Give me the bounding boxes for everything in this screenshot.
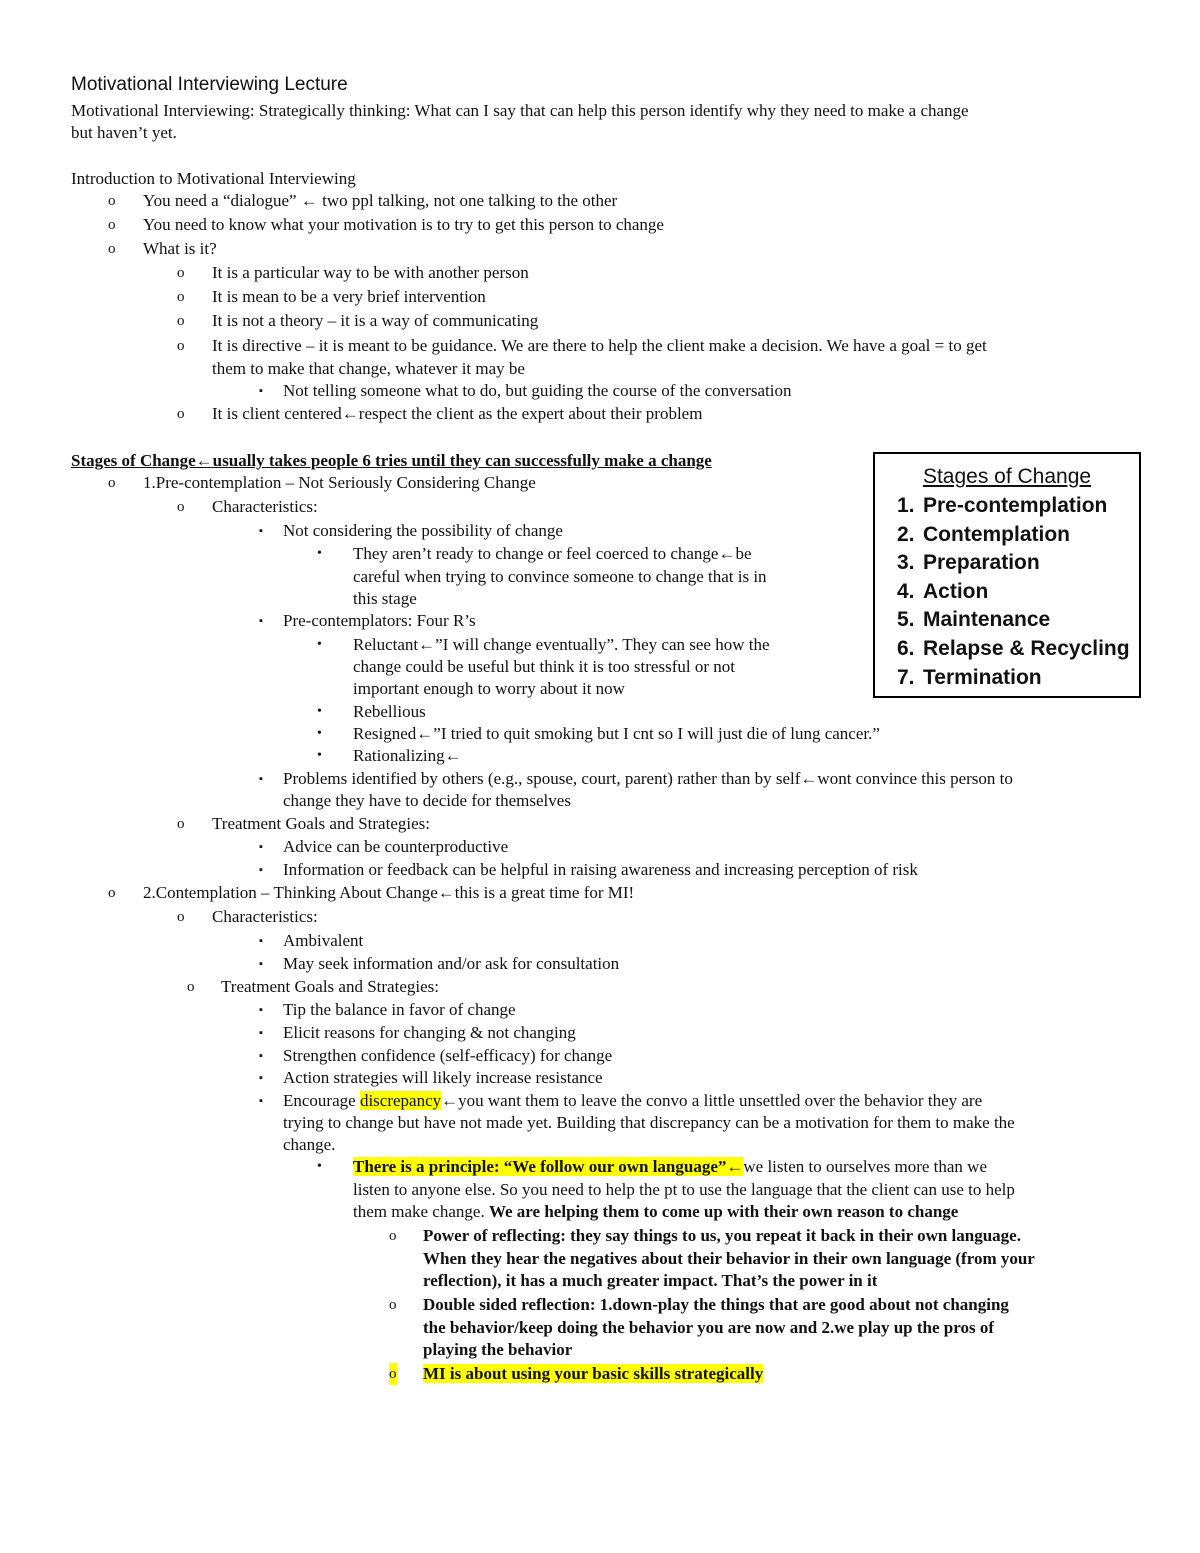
circle-bullet-icon: o xyxy=(389,1297,397,1313)
stage-item xyxy=(897,549,1130,578)
stage-item xyxy=(897,492,1130,521)
stage-label: Action xyxy=(923,579,989,603)
list-item: Tip the balance in favor of change xyxy=(283,1000,516,1019)
list-item: It is mean to be a very brief intervention xyxy=(212,287,486,306)
stage-heading: 2.Contemplation – Thinking About Change←this is a great time for MI! xyxy=(143,883,635,902)
square-bullet-icon: ▪ xyxy=(259,773,263,785)
text-run: ←you want them to leave the convo a little unsettled over the behavior they are xyxy=(441,1091,983,1110)
stage-number: 7. xyxy=(897,665,915,689)
square-bullet-icon: ▪ xyxy=(259,1027,263,1039)
circle-bullet-icon: o xyxy=(177,338,185,354)
square-bullet-icon: ▪ xyxy=(259,841,263,853)
dot-bullet-icon: • xyxy=(317,546,322,561)
section-heading: Stages of Change←usually takes people 6 tries until they can successfully make a change xyxy=(71,451,712,470)
bold-text-run: We are helping them to come up with their own reason to change xyxy=(488,1202,959,1221)
dot-bullet-icon: • xyxy=(317,637,322,652)
list-item: May seek information and/or ask for consultation xyxy=(283,954,620,973)
text-run: we listen to ourselves more than we xyxy=(743,1157,987,1176)
list-item xyxy=(283,1090,982,1112)
stages-box-title: Stages of Change xyxy=(922,465,1092,488)
square-bullet-icon: ▪ xyxy=(259,1095,263,1107)
list-item: Characteristics: xyxy=(212,907,318,926)
square-bullet-icon: ▪ xyxy=(259,385,263,397)
square-bullet-icon: ▪ xyxy=(259,864,263,876)
list-item-continuation: important enough to worry about it now xyxy=(353,679,625,698)
highlighted-text: MI is about using your basic skills strategically xyxy=(423,1364,764,1383)
list-item: Ambivalent xyxy=(283,931,364,950)
list-item: You need a “dialogue” ← two ppl talking, not one talking to the other xyxy=(143,191,618,210)
stages-list xyxy=(897,492,1130,692)
stage-item xyxy=(897,578,1130,607)
highlighted-principle: There is a principle: “We follow our own language”← xyxy=(353,1157,744,1176)
intro-line: but haven’t yet. xyxy=(71,123,177,142)
circle-bullet-icon: o xyxy=(177,265,185,281)
square-bullet-icon: ▪ xyxy=(259,1072,263,1084)
circle-bullet-icon: o xyxy=(177,499,185,515)
list-item-continuation: the behavior/keep doing the behavior you are now and 2.we play up the pros of xyxy=(423,1318,994,1337)
list-item: Reluctant←”I will change eventually”. They can see how the xyxy=(353,635,770,654)
circle-bullet-icon: o xyxy=(177,816,185,832)
list-item: You need to know what your motivation is to try to get this person to change xyxy=(143,215,664,234)
square-bullet-icon: ▪ xyxy=(259,1004,263,1016)
circle-bullet-icon: o xyxy=(108,885,116,901)
list-item: Power of reflecting: they say things to us, you repeat it back in their own language. xyxy=(423,1226,1021,1245)
list-item: It is directive – it is meant to be guidance. We are there to help the client make a decision. We have a goal = to get xyxy=(212,336,987,355)
dot-bullet-icon: • xyxy=(317,704,322,719)
square-bullet-icon: ▪ xyxy=(259,1050,263,1062)
list-item: Advice can be counterproductive xyxy=(283,837,509,856)
circle-bullet-icon: o xyxy=(177,313,185,329)
circle-bullet-icon: o xyxy=(108,475,116,491)
square-bullet-icon: ▪ xyxy=(259,958,263,970)
list-item-continuation: them to make that change, whatever it may be xyxy=(212,359,525,378)
list-item-continuation: change they have to decide for themselves xyxy=(283,791,571,810)
list-item: Treatment Goals and Strategies: xyxy=(221,977,439,996)
list-item: Characteristics: xyxy=(212,497,318,516)
circle-bullet-icon: o xyxy=(108,241,116,257)
list-item-continuation: listen to anyone else. So you need to help the pt to use the language that the client can use to help xyxy=(353,1180,1015,1199)
list-item-continuation xyxy=(353,1201,958,1223)
list-item-continuation: reflection), it has a much greater impact. That’s the power in it xyxy=(423,1271,878,1290)
list-item: Rebellious xyxy=(353,702,426,721)
intro-line: Motivational Interviewing: Strategically thinking: What can I say that can help this person identify why they need to make a change xyxy=(71,101,969,120)
circle-bullet-icon: o xyxy=(187,979,195,995)
dot-bullet-icon: • xyxy=(317,1159,322,1174)
circle-bullet-icon: o xyxy=(389,1363,397,1385)
stage-label: Maintenance xyxy=(923,608,1051,632)
stage-label: Termination xyxy=(923,665,1042,689)
stage-number: 2. xyxy=(897,522,915,546)
highlighted-term: discrepancy xyxy=(359,1091,442,1110)
stage-number: 3. xyxy=(897,551,915,575)
list-item: Not telling someone what to do, but guiding the course of the conversation xyxy=(283,381,792,400)
list-item: Elicit reasons for changing & not changing xyxy=(283,1023,576,1042)
document-title: Motivational Interviewing Lecture xyxy=(71,74,348,95)
circle-bullet-icon: o xyxy=(108,193,116,209)
list-item-continuation: careful when trying to convince someone to change that is in xyxy=(353,567,767,586)
circle-bullet-icon: o xyxy=(177,909,185,925)
list-item: It is client centered←respect the client as the expert about their problem xyxy=(212,404,703,423)
dot-bullet-icon: • xyxy=(317,726,322,741)
dot-bullet-icon: • xyxy=(317,748,322,763)
stage-label: Contemplation xyxy=(923,522,1070,546)
list-item: Information or feedback can be helpful in raising awareness and increasing perception of risk xyxy=(283,860,918,879)
square-bullet-icon: ▪ xyxy=(259,525,263,537)
stage-item xyxy=(897,606,1130,635)
list-item: What is it? xyxy=(143,239,217,258)
square-bullet-icon: ▪ xyxy=(259,615,263,627)
list-item: It is not a theory – it is a way of communicating xyxy=(212,311,539,330)
list-item: Rationalizing← xyxy=(353,746,462,765)
stage-number: 6. xyxy=(897,636,915,660)
list-item-continuation: When they hear the negatives about their behavior in their own language (from your xyxy=(423,1249,1035,1268)
list-item: It is a particular way to be with another person xyxy=(212,263,529,282)
list-item: Resigned←”I tried to quit smoking but I cnt so I will just die of lung cancer.” xyxy=(353,724,880,743)
square-bullet-icon: ▪ xyxy=(259,935,263,947)
list-item xyxy=(353,1156,987,1178)
list-item: Pre-contemplators: Four R’s xyxy=(283,611,476,630)
list-item-continuation: change could be useful but think it is too stressful or not xyxy=(353,657,735,676)
list-item: They aren’t ready to change or feel coerced to change←be xyxy=(353,544,752,563)
list-item: Strengthen confidence (self-efficacy) for change xyxy=(283,1046,613,1065)
list-item: Action strategies will likely increase resistance xyxy=(283,1068,603,1087)
text-run: Encourage xyxy=(283,1091,360,1110)
list-item-continuation: trying to change but have not made yet. Building that discrepancy can be a motivation for them to make the xyxy=(283,1113,1015,1132)
stage-item xyxy=(897,635,1130,664)
stage-item xyxy=(897,521,1130,550)
list-item-continuation: playing the behavior xyxy=(423,1340,573,1359)
list-item xyxy=(423,1363,763,1385)
stage-number: 4. xyxy=(897,579,915,603)
circle-bullet-icon: o xyxy=(389,1228,397,1244)
circle-bullet-icon: o xyxy=(177,406,185,422)
circle-bullet-icon: o xyxy=(108,217,116,233)
list-item: Double sided reflection: 1.down-play the things that are good about not changing xyxy=(423,1295,1009,1314)
list-item: Not considering the possibility of change xyxy=(283,521,563,540)
stage-number: 1. xyxy=(897,494,915,517)
list-item: Problems identified by others (e.g., spouse, court, parent) rather than by self←wont convince this person to xyxy=(283,769,1013,788)
stage-heading: 1.Pre-contemplation – Not Seriously Considering Change xyxy=(143,473,536,492)
stages-of-change-box xyxy=(873,452,1141,698)
circle-bullet-icon: o xyxy=(177,289,185,305)
stage-item xyxy=(897,664,1130,693)
text-run: them make change. xyxy=(353,1202,489,1221)
stage-label: Pre-contemplation xyxy=(923,494,1108,517)
stage-label: Preparation xyxy=(923,551,1040,575)
stage-number: 5. xyxy=(897,608,915,632)
stage-label: Relapse & Recycling xyxy=(923,636,1130,660)
section-heading: Introduction to Motivational Interviewing xyxy=(71,169,356,188)
list-item-continuation: this stage xyxy=(353,589,417,608)
list-item: Treatment Goals and Strategies: xyxy=(212,814,430,833)
list-item-continuation: change. xyxy=(283,1135,336,1154)
